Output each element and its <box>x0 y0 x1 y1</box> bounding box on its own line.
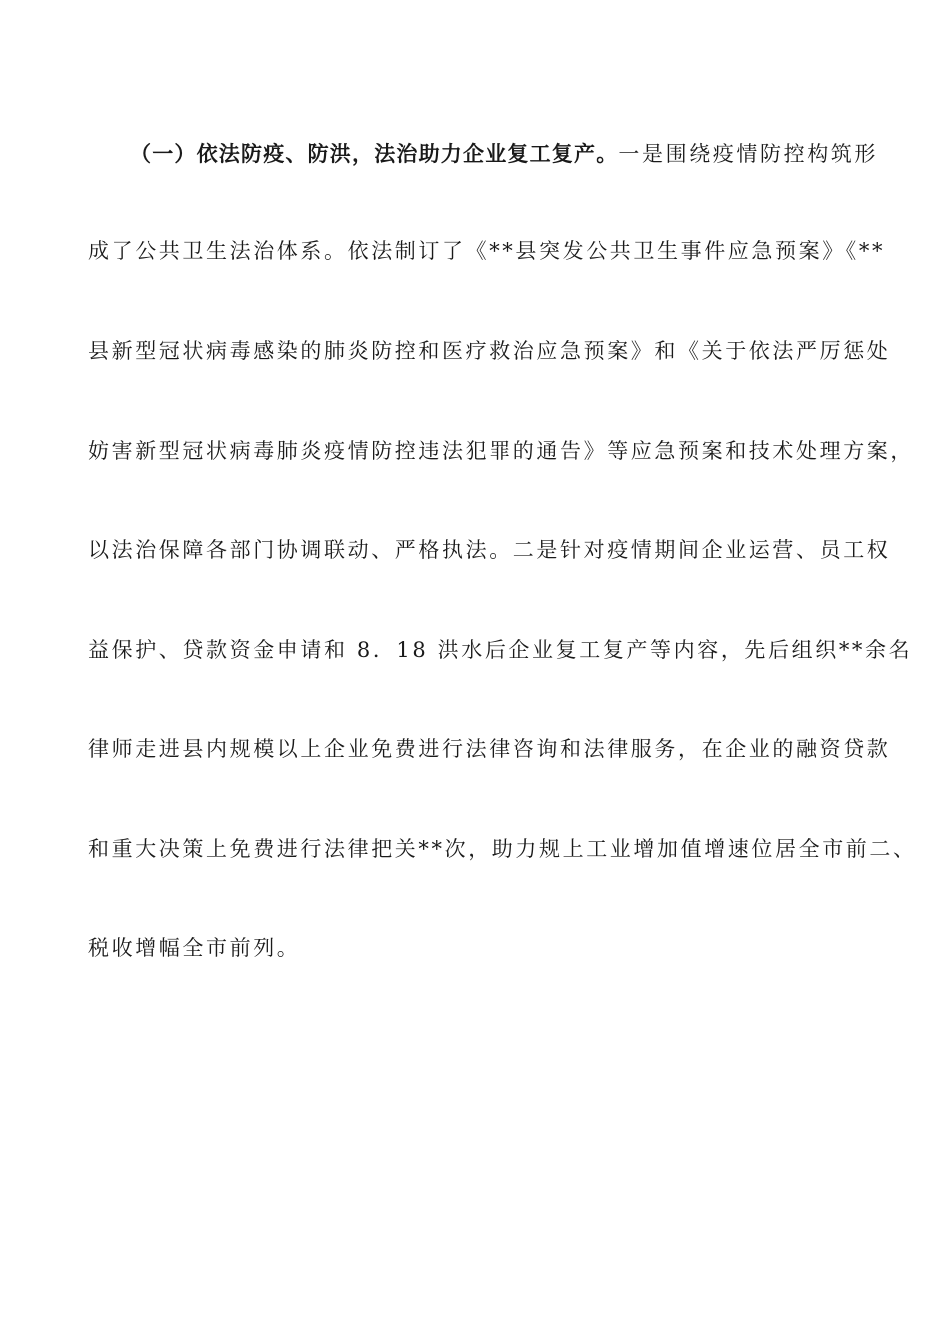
paragraph-line-5: 以法治保障各部门协调联动、严格执法。二是针对疫情期间企业运营、员工权 <box>88 538 891 562</box>
paragraph-line-1 <box>130 134 878 174</box>
paragraph-line-6: 益保护、贷款资金申请和 8．18 洪水后企业复工复产等内容，先后组织**余名 <box>88 638 913 662</box>
paragraph-line-7: 律师走进县内规模以上企业免费进行法律咨询和法律服务，在企业的融资贷款 <box>88 737 891 761</box>
paragraph-line-8: 和重大决策上免费进行法律把关**次，助力规上工业增加值增速位居全市前二、 <box>88 837 917 861</box>
paragraph-line-2: 成了公共卫生法治体系。依法制订了《**县突发公共卫生事件应急预案》《** <box>88 239 886 263</box>
paragraph-line-9: 税收增幅全市前列。 <box>88 936 301 960</box>
paragraph-heading: （一）依法防疫、防洪，法治助力企业复工复产。 <box>130 142 619 166</box>
paragraph-line-1-text: 一是围绕疫情防控构筑形 <box>618 142 879 166</box>
paragraph-line-3: 县新型冠状病毒感染的肺炎防控和医疗救治应急预案》和《关于依法严厉惩处 <box>88 339 891 363</box>
paragraph-line-4: 妨害新型冠状病毒肺炎疫情防控违法犯罪的通告》等应急预案和技术处理方案， <box>88 439 914 463</box>
